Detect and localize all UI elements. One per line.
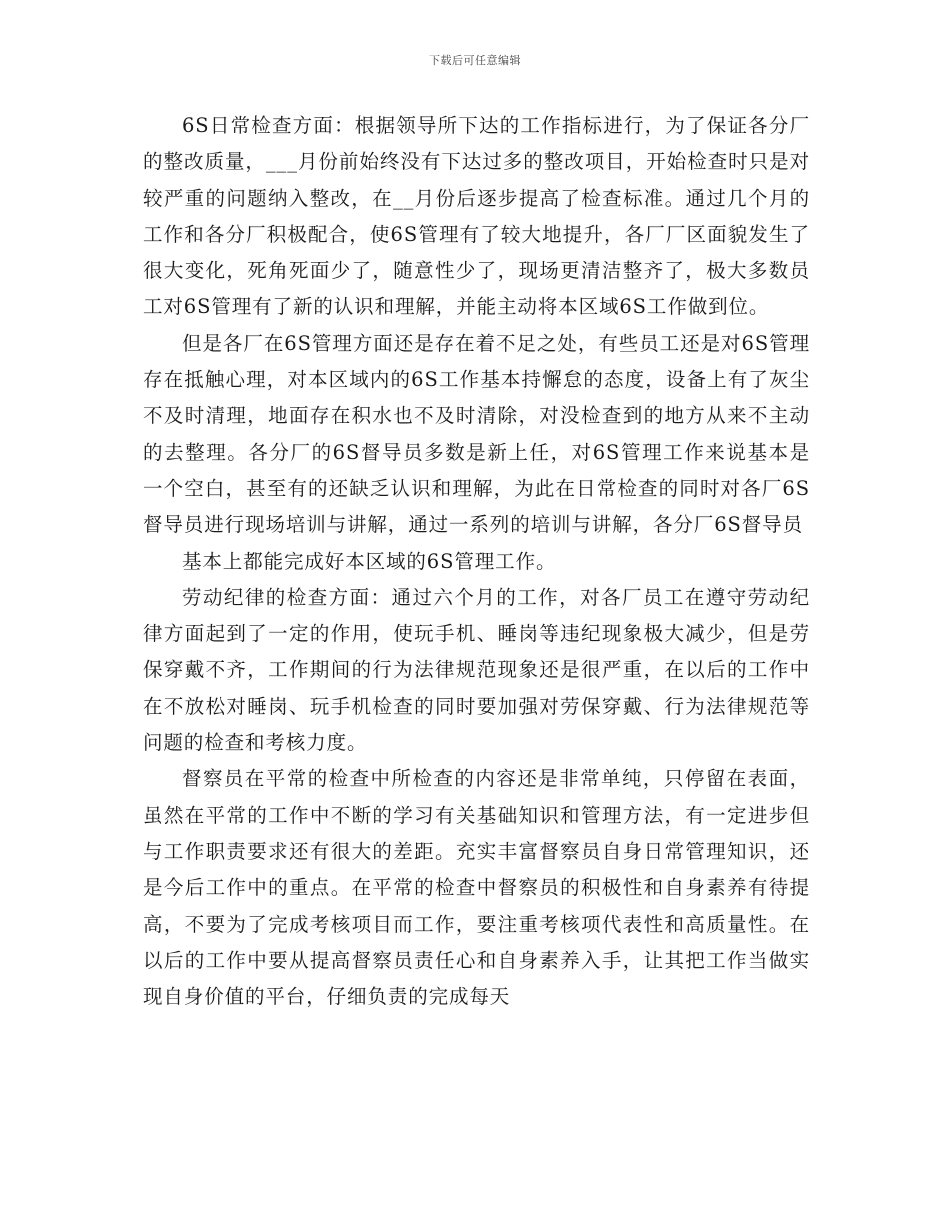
paragraph-inspector-improvement: 督察员在平常的检查中所检查的内容还是非常单纯，只停留在表面，虽然在平常的工作中不断的学习有关基础知识和管理方法，有一定进步但与工作职责要求还有很大的差距。充实丰富督察员自身日常管理知识，还是今后工作中的重点。在平常的检查中督察员的积极性和自身素养有待提高，不要为了完成考核项目而工作，要注重考核项代表性和高质量性。在以后的工作中要从提高督察员责任心和自身素养入手，让其把工作当做实现自身价值的平台，仔细负责的完成每天 [143,767,810,1009]
paragraph-6s-daily-inspection: 6S日常检查方面：根据领导所下达的工作指标进行，为了保证各分厂的整改质量，___月份前始终没有下达过多的整改项目，开始检查时只是对较严重的问题纳入整改，在__月份后逐步提高了检查标准。通过几个月的工作和各分厂积极配合，使6S管理有了较大地提升，各厂厂区面貌发生了很大变化，死角死面少了，随意性少了，现场更清洁整齐了，极大多数员工对6S管理有了新的认识和理解，并能主动将本区域6S工作做到位。 [143,114,810,319]
paragraph-6s-supervisors: 基本上都能完成好本区域的6S管理工作。 [182,549,557,573]
document-body [143,108,810,1015]
paragraph-labor-discipline: 劳动纪律的检查方面：通过六个月的工作，对各厂员工在遵守劳动纪律方面起到了一定的作用，使玩手机、睡岗等违纪现象极大减少，但是劳保穿戴不齐，工作期间的行为法律规范现象还是很严重，在以后的工作中在不放松对睡岗、玩手机检查的同时要加强对劳保穿戴、行为法律规范等问题的检查和考核力度。 [143,585,810,755]
paragraph-6s-shortcomings: 但是各厂在6S管理方面还是存在着不足之处，有些员工还是对6S管理存在抵触心理，对本区域内的6S工作基本持懈怠的态度，设备上有了灰尘不及时清理，地面存在积水也不及时清除，对没检查到的地方从来不主动的去整理。各分厂的6S督导员多数是新上任，对6S管理工作来说基本是一个空白，甚至有的还缺乏认识和理解，为此在日常检查的同时对各厂6S督导员进行现场培训与讲解，通过一系列的培训与讲解，各分厂6S督导员 [143,331,810,537]
page-header-note: 下载后可任意编辑 [429,54,521,67]
